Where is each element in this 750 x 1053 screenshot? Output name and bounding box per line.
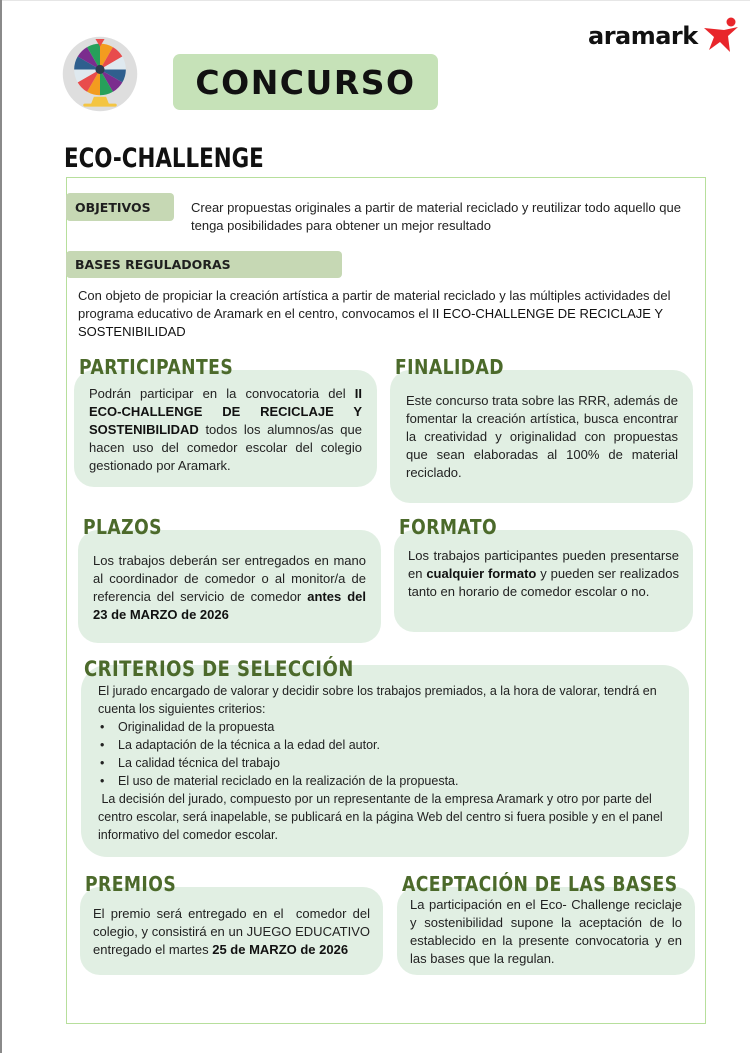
criterio-item: • Originalidad de la propuesta: [98, 718, 683, 736]
formato-text-part: Los trabajos participantes pueden presentarse en: [408, 548, 679, 581]
premios-text-part: El premio será entregado en el comedor del colegio, y consistirá en un JUEGO EDUCATIVO entregado el martes: [93, 906, 374, 957]
criterios-heading: CRITERIOS DE SELECCIÓN: [84, 657, 354, 681]
participantes-text-bold: II ECO-CHALLENGE DE RECICLAJE Y SOSTENIBILIDAD: [89, 386, 362, 437]
participantes-heading: PARTICIPANTES: [79, 355, 234, 379]
bases-text: [78, 287, 698, 341]
premios-heading: PREMIOS: [85, 872, 177, 896]
logo-wordmark: aramark: [588, 22, 698, 50]
formato-heading: FORMATO: [399, 515, 498, 539]
page-top-edge: [0, 0, 750, 1]
bases-label: BASES REGULADORAS: [66, 251, 342, 278]
finalidad-text: Este concurso trata sobre las RRR, además de fomentar la creación artística, busca encontrar la creatividad y originalidad con propuestas que sean elaboradas al 100% de material reciclado.: [406, 393, 678, 480]
formato-text-bold: cualquier formato: [426, 566, 537, 581]
prize-wheel-icon: [62, 36, 138, 112]
criterios-closing: La decisión del jurado, compuesto por un representante de la empresa Aramark y otro por parte del centro escolar, será inapelable, se publicará en la página Web del centro si fuera posible y en el panel informativo del comedor escolar.: [98, 792, 667, 842]
premios-date: 25 de MARZO de 2026: [212, 942, 349, 957]
criterios-list: [98, 718, 683, 790]
participantes-text: [89, 385, 362, 475]
page-left-edge: [0, 0, 2, 1053]
aceptacion-heading: ACEPTACIÓN DE LAS BASES: [402, 872, 678, 896]
participantes-text-part: todos los alumnos/as que hacen uso del comedor escolar del colegio gestionado por Aramark.: [89, 422, 362, 473]
participantes-text-part: Podrán participar en la convocatoria del: [89, 386, 355, 401]
formato-text: [408, 547, 679, 601]
plazos-deadline: antes del 23 de MARZO de 2026: [93, 589, 366, 622]
criterio-item: • La calidad técnica del trabajo: [98, 754, 683, 772]
criterios-text: [98, 682, 683, 844]
contest-badge: CONCURSO: [173, 54, 438, 110]
page-title: ECO-CHALLENGE: [64, 143, 264, 174]
formato-text-part: y pueden ser realizados tanto en horario de comedor escolar o no.: [408, 566, 679, 599]
objetivos-label: OBJETIVOS: [66, 193, 174, 221]
bases-text-bold: II ECO-CHALLENGE DE RECICLAJE Y SOSTENIBILIDAD: [78, 306, 663, 339]
finalidad-heading: FINALIDAD: [395, 355, 504, 379]
plazos-heading: PLAZOS: [83, 515, 162, 539]
aramark-star-person-icon: [700, 16, 740, 56]
aramark-logo: [588, 16, 748, 56]
criterio-item: • El uso de material reciclado en la realización de la propuesta.: [98, 772, 683, 790]
plazos-text-part: Los trabajos deberán ser entregados en mano al coordinador de comedor o al monitor/a de referencia del servicio de comedor: [93, 553, 366, 604]
criterio-item: • La adaptación de la técnica a la edad del autor.: [98, 736, 683, 754]
criterios-intro: El jurado encargado de valorar y decidir sobre los trabajos premiados, a la hora de valorar, tendrá en cuenta los siguientes criterios:: [98, 684, 657, 716]
objetivos-text: Crear propuestas originales a partir de material reciclado y reutilizar todo aquello que tenga posibilidades para obtener un mejor resultado: [191, 200, 681, 233]
aceptacion-text: La participación en el Eco- Challenge reciclaje y sostenibilidad supone la aceptación de lo establecido en la presente convocatoria y en las bases que la regulan.: [410, 897, 682, 966]
plazos-text: [93, 552, 366, 624]
premios-text: [93, 905, 374, 959]
bases-text-part: Con objeto de propiciar la creación artística a partir de material reciclado y las múltiples actividades del programa educativo de Aramark en el centro, convocamos el: [78, 288, 671, 321]
